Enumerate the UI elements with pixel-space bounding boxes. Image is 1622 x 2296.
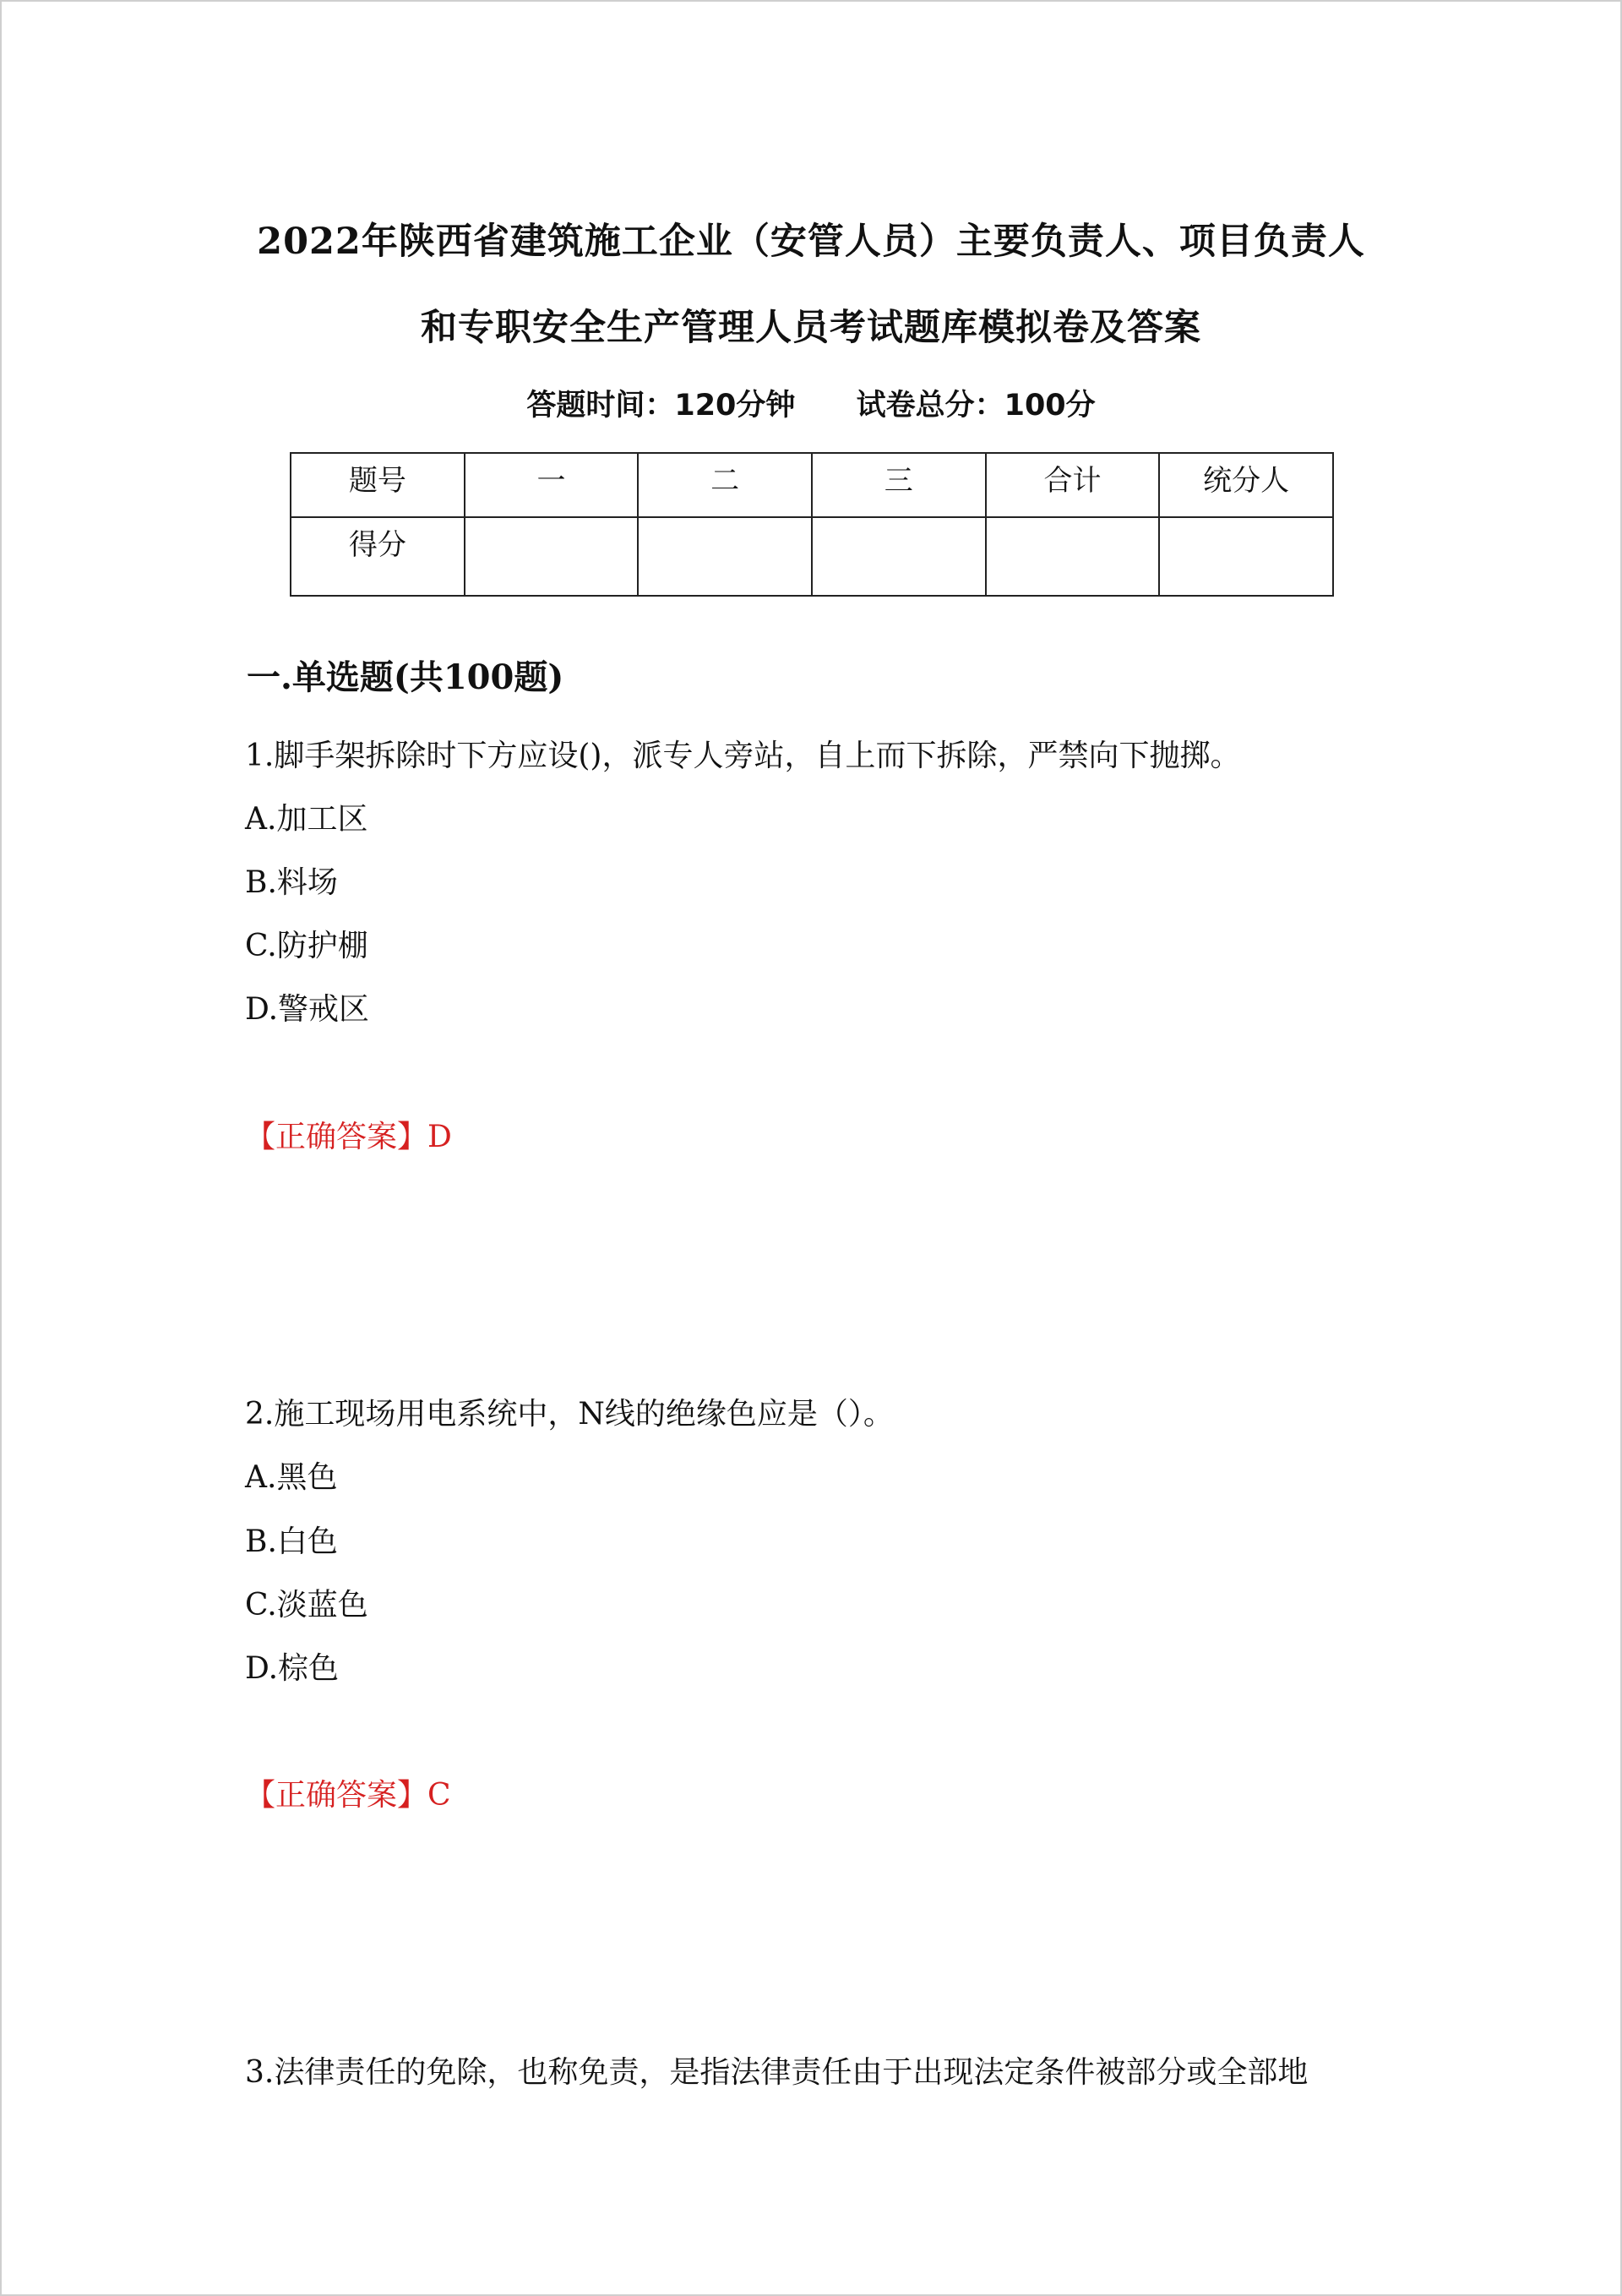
score-table-header: 合计	[986, 453, 1160, 517]
question-option: A.黑色	[245, 1460, 338, 1495]
score-table	[290, 452, 1334, 597]
correct-answer: 【正确答案】D	[245, 1120, 452, 1154]
score-table-header: 三	[812, 453, 986, 517]
score-cell	[638, 517, 812, 596]
section-heading: 一.单选题(共100题)	[247, 657, 564, 697]
question-option: C.防护棚	[245, 929, 368, 963]
question-option: D.警戒区	[245, 992, 370, 1027]
exam-meta	[0, 382, 1622, 424]
question-option: B.白色	[245, 1524, 338, 1559]
score-cell	[812, 517, 986, 596]
document-title-line-1: 2022年陕西省建筑施工企业（安管人员）主要负责人、项目负责人	[257, 221, 1365, 263]
question-option: B.料场	[245, 865, 338, 900]
score-table-header: 二	[638, 453, 812, 517]
question-option: D.棕色	[245, 1651, 340, 1686]
score-table-header: 题号	[291, 453, 465, 517]
score-cell	[465, 517, 639, 596]
score-cell	[986, 517, 1160, 596]
score-table-header: 统分人	[1159, 453, 1333, 517]
score-row-label: 得分	[291, 517, 465, 596]
exam-total-score: 试卷总分：100分	[856, 389, 1096, 423]
correct-answer: 【正确答案】C	[245, 1778, 451, 1813]
question-option: A.加工区	[245, 802, 368, 837]
score-table-header-row	[291, 453, 1333, 517]
document-title-line-2: 和专职安全生产管理人员考试题库模拟卷及答案	[421, 307, 1201, 349]
question-option: C.淡蓝色	[245, 1588, 368, 1622]
question-stem: 2.施工现场用电系统中，N线的绝缘色应是（）。	[245, 1397, 894, 1432]
score-cell	[1159, 517, 1333, 596]
score-table-score-row	[291, 517, 1333, 596]
exam-time: 答题时间：120分钟	[526, 389, 796, 423]
score-table-header: 一	[465, 453, 639, 517]
question-stem: 3.法律责任的免除，也称免责，是指法律责任由于出现法定条件被部分或全部地	[245, 2055, 1309, 2090]
question-stem: 1.脚手架拆除时下方应设()，派专人旁站，自上而下拆除，严禁向下抛掷。	[245, 739, 1241, 773]
